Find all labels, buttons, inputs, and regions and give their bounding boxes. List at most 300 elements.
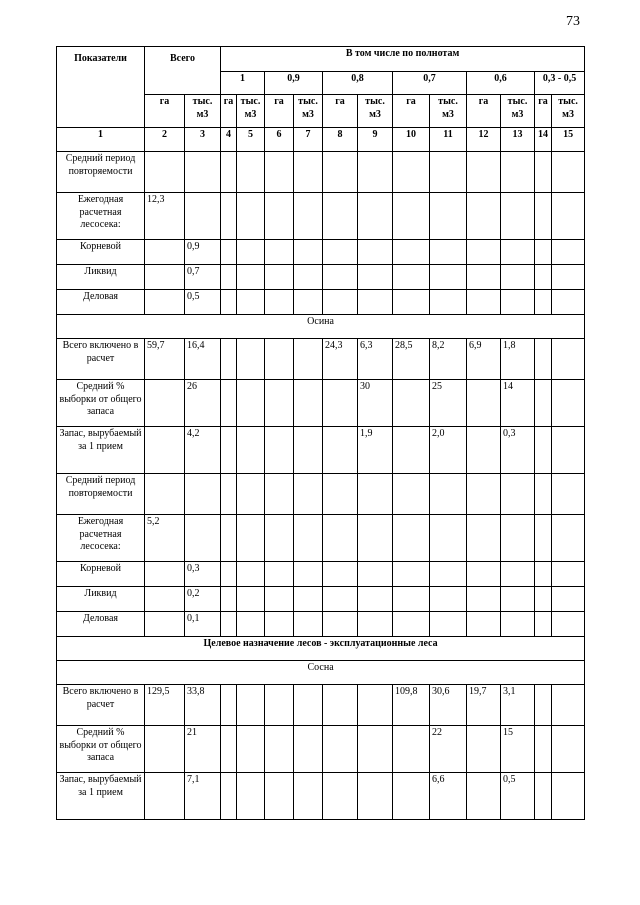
row-label: Корневой — [57, 240, 145, 265]
table-cell — [358, 685, 393, 726]
table-row — [57, 515, 585, 562]
table-cell — [393, 474, 430, 515]
column-number: 4 — [221, 128, 237, 152]
table-cell — [221, 339, 237, 380]
table-cell — [221, 265, 237, 290]
table-cell — [323, 380, 358, 427]
table-cell — [323, 587, 358, 612]
table-cell — [237, 427, 265, 474]
table-cell — [145, 562, 185, 587]
table-row — [57, 427, 585, 474]
table-cell — [323, 612, 358, 637]
table-cell — [535, 562, 552, 587]
table-cell — [535, 474, 552, 515]
table-cell — [265, 562, 294, 587]
column-number: 9 — [358, 128, 393, 152]
table-cell — [358, 240, 393, 265]
table-row — [57, 587, 585, 612]
table-cell — [323, 240, 358, 265]
table-cell — [358, 290, 393, 315]
table-cell — [221, 562, 237, 587]
table-cell: 4,2 — [185, 427, 221, 474]
header-density-08: 0,8 — [323, 72, 393, 95]
table-cell — [535, 193, 552, 240]
row-label: Ежегодная расчетная лесосека: — [57, 193, 145, 240]
table-cell: 109,8 — [393, 685, 430, 726]
row-label: Корневой — [57, 562, 145, 587]
unit-ha: га — [393, 95, 430, 128]
table-cell: 8,2 — [430, 339, 467, 380]
table-cell — [323, 474, 358, 515]
table-cell: 0,9 — [185, 240, 221, 265]
unit-thousand-m3: тыс. м3 — [185, 95, 221, 128]
table-cell: 5,2 — [145, 515, 185, 562]
table-cell — [323, 515, 358, 562]
unit-ha: га — [535, 95, 552, 128]
table-cell — [221, 380, 237, 427]
table-cell — [294, 474, 323, 515]
row-label: Всего включено в расчет — [57, 339, 145, 380]
table-row — [57, 773, 585, 820]
column-number: 1 — [57, 128, 145, 152]
header-density-07: 0,7 — [393, 72, 467, 95]
unit-ha: га — [145, 95, 185, 128]
table-cell — [552, 290, 585, 315]
table-cell — [552, 562, 585, 587]
table-cell: 22 — [430, 726, 467, 773]
table-cell — [430, 612, 467, 637]
table-cell — [552, 474, 585, 515]
table-cell — [358, 193, 393, 240]
row-label: Ликвид — [57, 265, 145, 290]
table-cell — [237, 515, 265, 562]
table-cell — [221, 587, 237, 612]
column-number: 12 — [467, 128, 501, 152]
column-number: 11 — [430, 128, 467, 152]
unit-ha: га — [323, 95, 358, 128]
table-cell — [501, 265, 535, 290]
table-row — [57, 612, 585, 637]
column-number: 10 — [393, 128, 430, 152]
table-cell — [393, 612, 430, 637]
table-cell: 19,7 — [467, 685, 501, 726]
table-cell: 1,8 — [501, 339, 535, 380]
table-cell — [221, 240, 237, 265]
column-number: 6 — [265, 128, 294, 152]
table-cell — [467, 240, 501, 265]
table-row — [57, 265, 585, 290]
table-cell — [265, 240, 294, 265]
table-cell — [535, 240, 552, 265]
table-cell — [221, 515, 237, 562]
table-cell — [430, 193, 467, 240]
table-cell — [358, 773, 393, 820]
table-cell: 0,7 — [185, 265, 221, 290]
table-cell — [323, 265, 358, 290]
unit-ha: га — [265, 95, 294, 128]
table-cell — [221, 474, 237, 515]
table-cell — [467, 773, 501, 820]
table-cell — [430, 515, 467, 562]
table-row — [57, 380, 585, 427]
row-label: Запас, вырубаемый за 1 прием — [57, 773, 145, 820]
table-cell — [237, 587, 265, 612]
table-cell — [185, 152, 221, 193]
table-cell — [467, 562, 501, 587]
unit-thousand-m3: тыс. м3 — [294, 95, 323, 128]
table-cell — [294, 240, 323, 265]
table-cell — [237, 612, 265, 637]
table-cell — [467, 726, 501, 773]
table-cell — [265, 152, 294, 193]
table-cell: 1,9 — [358, 427, 393, 474]
table-cell — [467, 612, 501, 637]
table-cell — [430, 587, 467, 612]
column-number: 14 — [535, 128, 552, 152]
row-label: Ежегодная расчетная лесосека: — [57, 515, 145, 562]
table-cell — [323, 193, 358, 240]
table-cell — [535, 290, 552, 315]
row-label: Средний период повторяемости — [57, 152, 145, 193]
table-cell — [430, 290, 467, 315]
table-cell — [358, 474, 393, 515]
header-total: Всего — [145, 47, 221, 95]
forest-table — [56, 46, 585, 820]
table-cell — [294, 726, 323, 773]
table-cell — [145, 773, 185, 820]
section-title: Сосна — [57, 661, 585, 685]
table-cell — [535, 587, 552, 612]
row-label: Ликвид — [57, 587, 145, 612]
table-cell — [323, 562, 358, 587]
table-cell — [393, 152, 430, 193]
table-cell — [552, 773, 585, 820]
table-cell — [393, 240, 430, 265]
table-cell — [221, 685, 237, 726]
table-cell: 16,4 — [185, 339, 221, 380]
table-cell — [265, 587, 294, 612]
row-label: Всего включено в расчет — [57, 685, 145, 726]
table-cell — [467, 515, 501, 562]
table-cell — [430, 562, 467, 587]
table-cell: 129,5 — [145, 685, 185, 726]
table-cell — [323, 773, 358, 820]
unit-thousand-m3: тыс. м3 — [430, 95, 467, 128]
table-cell — [294, 562, 323, 587]
table-cell — [237, 562, 265, 587]
table-cell — [294, 265, 323, 290]
table-cell — [145, 726, 185, 773]
table-cell: 33,8 — [185, 685, 221, 726]
table-cell — [265, 380, 294, 427]
table-cell — [552, 515, 585, 562]
table-cell — [501, 587, 535, 612]
table-cell — [237, 474, 265, 515]
table-cell — [265, 612, 294, 637]
table-cell — [237, 193, 265, 240]
table-cell: 30 — [358, 380, 393, 427]
column-number: 8 — [323, 128, 358, 152]
table-cell — [294, 152, 323, 193]
table-cell — [221, 726, 237, 773]
table-cell — [552, 265, 585, 290]
table-cell — [237, 240, 265, 265]
table-cell: 26 — [185, 380, 221, 427]
table-cell — [358, 726, 393, 773]
section-title: Осина — [57, 315, 585, 339]
table-cell: 21 — [185, 726, 221, 773]
table-row — [57, 685, 585, 726]
table-cell: 12,3 — [145, 193, 185, 240]
table-cell — [467, 380, 501, 427]
header-density-09: 0,9 — [265, 72, 323, 95]
table-cell: 6,9 — [467, 339, 501, 380]
table-cell: 0,1 — [185, 612, 221, 637]
table-cell — [323, 290, 358, 315]
table-cell: 24,3 — [323, 339, 358, 380]
table-cell — [145, 380, 185, 427]
table-cell — [467, 193, 501, 240]
table-cell — [221, 152, 237, 193]
table-cell — [552, 152, 585, 193]
table-cell — [393, 193, 430, 240]
table-cell — [294, 290, 323, 315]
unit-thousand-m3: тыс. м3 — [501, 95, 535, 128]
table-cell — [145, 152, 185, 193]
table-cell — [430, 152, 467, 193]
table-cell — [393, 587, 430, 612]
table-cell — [501, 515, 535, 562]
table-cell — [145, 290, 185, 315]
table-cell — [265, 193, 294, 240]
table-cell — [221, 427, 237, 474]
table-cell — [221, 612, 237, 637]
table-cell: 3,1 — [501, 685, 535, 726]
table-cell — [501, 152, 535, 193]
table-cell: 0,3 — [501, 427, 535, 474]
table-cell — [430, 265, 467, 290]
table-cell — [323, 427, 358, 474]
table-cell — [467, 427, 501, 474]
table-cell — [323, 152, 358, 193]
table-cell — [358, 587, 393, 612]
unit-thousand-m3: тыс. м3 — [237, 95, 265, 128]
table-cell — [265, 265, 294, 290]
table-cell — [294, 515, 323, 562]
table-cell — [552, 339, 585, 380]
table-cell — [552, 685, 585, 726]
table-row — [57, 726, 585, 773]
header-density-1: 1 — [221, 72, 265, 95]
table-cell — [467, 265, 501, 290]
table-cell — [323, 685, 358, 726]
table-row — [57, 152, 585, 193]
table-cell — [501, 193, 535, 240]
table-cell: 2,0 — [430, 427, 467, 474]
table-cell — [265, 290, 294, 315]
table-cell — [145, 587, 185, 612]
table-cell — [185, 515, 221, 562]
table-cell — [393, 562, 430, 587]
table-cell — [393, 515, 430, 562]
table-cell: 28,5 — [393, 339, 430, 380]
table-cell — [237, 726, 265, 773]
table-cell — [467, 152, 501, 193]
table-cell — [145, 474, 185, 515]
table-cell — [467, 587, 501, 612]
row-label: Запас, вырубаемый за 1 прием — [57, 427, 145, 474]
table-cell — [265, 474, 294, 515]
table-cell — [237, 290, 265, 315]
table-cell — [467, 290, 501, 315]
table-cell: 0,5 — [185, 290, 221, 315]
section-title: Целевое назначение лесов - эксплуатационные леса — [57, 637, 585, 661]
section-row — [57, 661, 585, 685]
table-cell — [265, 685, 294, 726]
table-cell — [237, 265, 265, 290]
table-cell — [535, 515, 552, 562]
table-cell — [237, 685, 265, 726]
table-cell — [237, 339, 265, 380]
table-cell — [294, 587, 323, 612]
table-cell — [393, 773, 430, 820]
table-cell — [185, 474, 221, 515]
row-label: Деловая — [57, 612, 145, 637]
table-cell — [393, 726, 430, 773]
table-cell: 6,3 — [358, 339, 393, 380]
table-cell — [552, 427, 585, 474]
header-density-03-05: 0,3 - 0,5 — [535, 72, 585, 95]
column-number: 15 — [552, 128, 585, 152]
table-cell — [535, 427, 552, 474]
table-cell — [501, 240, 535, 265]
table-row — [57, 290, 585, 315]
unit-thousand-m3: тыс. м3 — [358, 95, 393, 128]
table-cell — [535, 773, 552, 820]
table-cell — [145, 240, 185, 265]
table-cell — [430, 474, 467, 515]
table-cell — [237, 380, 265, 427]
table-cell: 14 — [501, 380, 535, 427]
table-cell — [501, 290, 535, 315]
table-row — [57, 240, 585, 265]
table-cell: 59,7 — [145, 339, 185, 380]
table-cell — [185, 193, 221, 240]
row-label: Средний % выборки от общего запаса — [57, 726, 145, 773]
table-cell — [535, 152, 552, 193]
unit-thousand-m3: тыс. м3 — [552, 95, 585, 128]
table-row — [57, 339, 585, 380]
header-density-06: 0,6 — [467, 72, 535, 95]
column-number: 3 — [185, 128, 221, 152]
table-cell — [552, 380, 585, 427]
column-number: 13 — [501, 128, 535, 152]
table-cell — [501, 474, 535, 515]
table-cell — [501, 612, 535, 637]
row-label: Средний % выборки от общего запаса — [57, 380, 145, 427]
table-cell — [294, 380, 323, 427]
table-cell — [265, 773, 294, 820]
table-cell — [467, 474, 501, 515]
table-cell — [535, 726, 552, 773]
header-indicators: Показатели — [57, 47, 145, 128]
table-cell — [535, 265, 552, 290]
row-label: Деловая — [57, 290, 145, 315]
table-cell — [294, 427, 323, 474]
table-cell — [145, 265, 185, 290]
table-cell: 30,6 — [430, 685, 467, 726]
table-cell — [145, 427, 185, 474]
table-cell — [221, 290, 237, 315]
table-cell — [535, 339, 552, 380]
table-cell — [294, 773, 323, 820]
table-cell — [535, 685, 552, 726]
row-label: Средний период повторяемости — [57, 474, 145, 515]
table-cell — [358, 265, 393, 290]
table-cell — [358, 562, 393, 587]
table-cell — [237, 152, 265, 193]
table-cell — [393, 290, 430, 315]
column-number: 2 — [145, 128, 185, 152]
column-number: 5 — [237, 128, 265, 152]
table-cell — [294, 193, 323, 240]
section-row — [57, 315, 585, 339]
table-cell: 6,6 — [430, 773, 467, 820]
table-cell — [237, 773, 265, 820]
header-by-density: В том числе по полнотам — [221, 47, 585, 72]
table-cell — [265, 515, 294, 562]
table-cell — [393, 427, 430, 474]
section-row — [57, 637, 585, 661]
table-cell — [145, 612, 185, 637]
table-cell — [393, 265, 430, 290]
table-row — [57, 562, 585, 587]
table-cell: 7,1 — [185, 773, 221, 820]
table-cell — [535, 612, 552, 637]
unit-ha: га — [221, 95, 237, 128]
table-cell — [501, 562, 535, 587]
table-cell — [265, 427, 294, 474]
table-row — [57, 474, 585, 515]
table-cell: 0,2 — [185, 587, 221, 612]
table-cell — [358, 152, 393, 193]
table-cell — [552, 587, 585, 612]
table-cell: 25 — [430, 380, 467, 427]
table-cell — [294, 339, 323, 380]
column-number: 7 — [294, 128, 323, 152]
table-cell — [552, 726, 585, 773]
table-cell — [265, 339, 294, 380]
table-cell — [552, 193, 585, 240]
table-cell — [294, 612, 323, 637]
table-cell — [221, 193, 237, 240]
table-cell: 15 — [501, 726, 535, 773]
table-cell: 0,5 — [501, 773, 535, 820]
table-cell — [552, 240, 585, 265]
table-cell — [323, 726, 358, 773]
table-cell — [358, 515, 393, 562]
table-cell — [552, 612, 585, 637]
table-cell — [358, 612, 393, 637]
table-row — [57, 193, 585, 240]
table-cell — [265, 726, 294, 773]
table-cell: 0,3 — [185, 562, 221, 587]
unit-ha: га — [467, 95, 501, 128]
table-cell — [221, 773, 237, 820]
page-number: 73 — [566, 14, 580, 29]
table-cell — [294, 685, 323, 726]
table-cell — [535, 380, 552, 427]
